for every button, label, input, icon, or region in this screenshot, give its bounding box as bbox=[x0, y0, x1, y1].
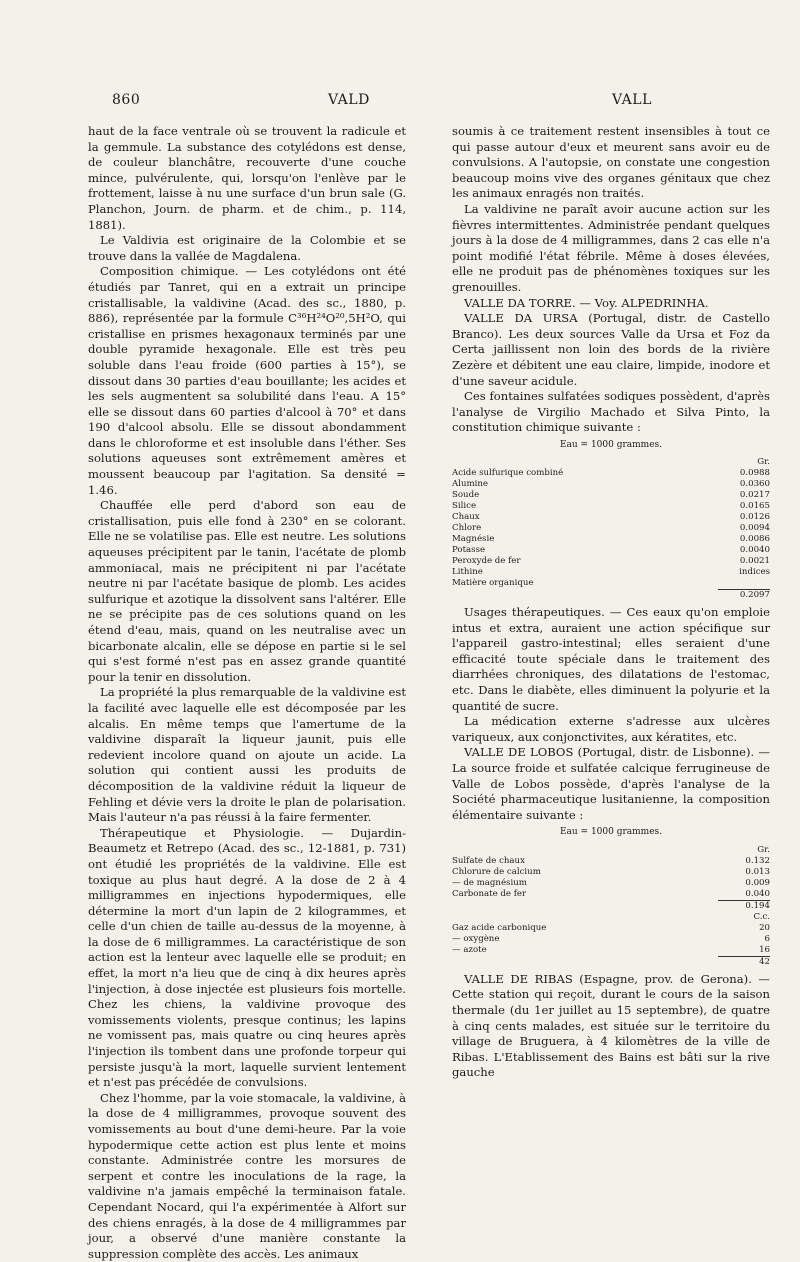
table-row: Potasse 0.0040 bbox=[452, 545, 770, 556]
paragraph: Thérapeutique et Physiologie. — Dujardin-Beaumetz et Retrepo (Acad. des sc., 12-1881, p. 731) ont étudié les propriétés de la valdivine. Elle est toxique au plus haut degré. A la dose de 2 à 4 milligrammes en injections hypodermiques, elle détermine la mort d'un lapin de 2 kilogrammes, et celle d'un chien de taille au-dessus de la moyenne, à la dose de 6 milligrammes. La caractéristique de son action est la lenteur avec laquelle elle se produit; en effet, la mort n'a lieu que de cinq à dix heures après l'injection, à dose injectée est plusieurs fois mortelle. Chez les chiens, la valdivine provoque des vomissements violents, presque continus; les lapins ne vomissent pas, mais quatre ou cinq heures après l'injection ils tombent dans une profonde torpeur qui persiste jusqu'à la mort, laquelle survient lentement et n'est pas précédée de convulsions. bbox=[88, 825, 406, 1090]
gas-total: 42 bbox=[718, 956, 770, 968]
running-head-left: VALD bbox=[328, 92, 370, 108]
entry-valle-de-lobos: VALLE DE LOBOS (Portugal, distr. de Lisbonne). — La source froide et sulfatée calcique ferrugineuse de Valle de Lobos possède, d'après l'analyse de la Société pharmaceutique lusitanienne, la composition élémentaire suivante : bbox=[452, 745, 770, 822]
table-row: Magnésie 0.0086 bbox=[452, 534, 770, 545]
paragraph: soumis à ce traitement restent insensibles à tout ce qui passe autour d'eux et meurent sans avoir eu de convulsions. A l'autopsie, on constate une congestion beaucoup moins vive des organes génitaux que chez les animaux enragés non traités. bbox=[452, 124, 770, 201]
paragraph: Usages thérapeutiques. — Ces eaux qu'on emploie intus et extra, auraient une action spécifique sur l'appareil gastro-intestinal; elles seraient d'une efficacité toute spéciale dans le traitement des diarrhées chroniques, des dilatations de l'estomac, etc. Dans le diabète, elles diminuent la polyurie et la quantité de sucre. bbox=[452, 604, 770, 713]
table-row: Soude 0.0217 bbox=[452, 490, 770, 501]
table-row: Acide sulfurique combiné 0.0988 bbox=[452, 468, 770, 479]
table-row: Chaux 0.0126 bbox=[452, 512, 770, 523]
table-row: Gaz acide carbonique 20 bbox=[452, 922, 770, 933]
table-row: — oxygène 6 bbox=[452, 933, 770, 944]
table-row: Carbonate de fer 0.040 bbox=[452, 888, 770, 900]
table-row: — de magnésium 0.009 bbox=[452, 877, 770, 888]
column-unit: Gr. bbox=[757, 844, 770, 855]
table-row: Silice 0.0165 bbox=[452, 501, 770, 512]
table-row: Sulfate de chaux 0.132 bbox=[452, 855, 770, 866]
page-header bbox=[88, 92, 760, 112]
analysis-table-ursa bbox=[452, 457, 770, 601]
table-row: Chlore 0.0094 bbox=[452, 523, 770, 534]
left-column bbox=[88, 124, 406, 1262]
analysis-table-lobos bbox=[452, 845, 770, 968]
table-total: 0.194 bbox=[718, 900, 770, 912]
gas-unit: C.c. bbox=[753, 911, 770, 922]
paragraph: Ces fontaines sulfatées sodiques possèdent, d'après l'analyse de Virgilio Machado et Silva Pinto, la constitution chimique suivante : bbox=[452, 389, 770, 435]
paragraph: La médication externe s'adresse aux ulcères variqueux, aux conjonctivites, aux kératites, etc. bbox=[452, 714, 770, 744]
table-row: Lithine indices bbox=[452, 567, 770, 578]
paragraph: La propriété la plus remarquable de la valdivine est la facilité avec laquelle elle est décomposée par les alcalis. En même temps que l'amertume de la valdivine disparaît la liqueur jaunit, puis elle redevient incolore quand on ajoute un acide. La solution qui contient aussi les produits de décomposition de la valdivine réduit la liqueur de Fehling et dévie vers la droite le plan de polarisation. Mais l'auteur n'a pas réussi à la faire fermenter. bbox=[88, 685, 406, 825]
table-row: Chlorure de calcium 0.013 bbox=[452, 866, 770, 877]
paragraph: Composition chimique. — Les cotylédons ont été étudiés par Tanret, qui en a extrait un principe cristallisable, la valdivine (Acad. des sc., 1880, p. 886), représentée par la formule C³⁶H²⁴O²⁰,5H²O, qui cristallise en prismes hexagonaux terminés par une double pyramide hexagonale. Elle est très peu soluble dans l'eau froide (600 parties à 15°), se dissout dans 30 parties d'eau bouillante; les acides et les sels augmentent sa solubilité dans l'eau. A 15° elle se dissout dans 60 parties d'alcool à 70° et dans 190 d'alcool absolu. Elle se dissout abondamment dans le chloroforme et est insoluble dans l'éther. Ses solutions aqueuses sont extrêmement amères et moussent beaucoup par l'agitation. Sa densité = 1.46. bbox=[88, 264, 406, 497]
table-unit: Eau = 1000 grammes. bbox=[559, 439, 663, 450]
column-unit: Gr. bbox=[757, 457, 770, 468]
right-column bbox=[452, 124, 770, 1081]
paragraph: Chauffée elle perd d'abord son eau de cristallisation, puis elle fond à 230° en se colorant. Elle ne se volatilise pas. Elle est neutre. Les solutions aqueuses précipitent par le tanin, l'acétate de plomb ammoniacal, mais ne précipitent ni par l'acétate neutre ni par l'acétate basique de plomb. Les acides sulfurique et azotique la dissolvent sans l'altérer. Elle ne se précipite pas de ces solutions quand on les étend d'eau, mais, quand on les neutralise avec un bicarbonate alcalin, elle se dépose en partie si le sel qui s'est formé n'est pas en assez grande quantité pour la tenir en dissolution. bbox=[88, 498, 406, 684]
running-head-right: VALL bbox=[612, 92, 652, 108]
entry-valle-da-ursa: VALLE DA URSA (Portugal, distr. de Castello Branco). Les deux sources Valle da Ursa et Foz da Certa jaillissent non loin des bords de la rivière Zezère et débitent une eau claire, limpide, inodore et d'une saveur acidule. bbox=[452, 311, 770, 388]
table-row: — azote 16 bbox=[452, 944, 770, 956]
entry-valle-da-torre: VALLE DA TORRE. — Voy. ALPEDRINHA. bbox=[464, 295, 709, 310]
table-row: Peroxyde de fer 0.0021 bbox=[452, 556, 770, 567]
paragraph: Le Valdivia est originaire de la Colombie et se trouve dans la vallée de Magdalena. bbox=[88, 233, 406, 263]
paragraph: La valdivine ne paraît avoir aucune action sur les fièvres intermittentes. Administrée pendant quelques jours à la dose de 4 milligrammes, dans 2 cas elle n'a point modifié l'état fébrile. Même à doses élevées, elle ne produit pas de phénomènes toxiques sur les grenouilles. bbox=[452, 201, 770, 294]
paragraph: haut de la face ventrale où se trouvent la radicule et la gemmule. La substance des cotylédons est dense, de couleur blanchâtre, recouverte d'une couche mince, pulvérulente, qui, lorsqu'on l'enlève par le frottement, laisse à nu une surface d'un brun sale (G. Planchon, Journ. de pharm. et de chim., p. 114, 1881). bbox=[88, 124, 406, 232]
table-row: Matière organique bbox=[452, 578, 534, 589]
table-unit: Eau = 1000 grammes. bbox=[559, 827, 663, 838]
entry-valle-de-ribas: VALLE DE RIBAS (Espagne, prov. de Gerona). — Cette station qui reçoit, durant le cours de la saison thermale (du 1er juillet au 15 septembre), de quatre à cinq cents malades, est située sur le territoire du village de Bruguera, à 4 kilomètres de la ville de Ribas. L'Etablissement des Bains est bâti sur la rive gauche bbox=[452, 971, 770, 1080]
paragraph: Chez l'homme, par la voie stomacale, la valdivine, à la dose de 4 milligrammes, provoque souvent des vomissements au bout d'une demi-heure. Par la voie hypodermique cette action est plus lente et moins constante. Administrée contre les morsures de serpent et contre les inoculations de la rage, la valdivine n'a jamais empêché la terminaison fatale. Cependant Nocard, qui l'a expérimentée à Alfort sur des chiens enragés, à la dose de 4 milligrammes par jour, a observé d'une manière constante la suppression complète des accès. Les animaux bbox=[88, 1090, 406, 1261]
table-total: 0.2097 bbox=[718, 589, 770, 601]
table-row: Alumine 0.0360 bbox=[452, 479, 770, 490]
page-number: 860 bbox=[112, 92, 141, 108]
